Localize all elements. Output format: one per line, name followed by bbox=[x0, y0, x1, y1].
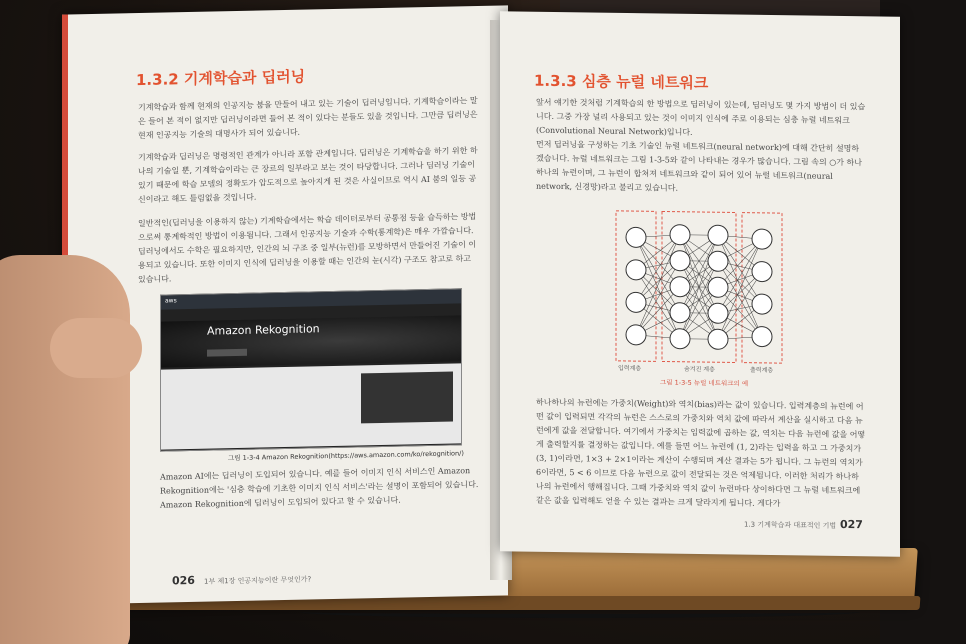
neuron-node bbox=[708, 329, 728, 349]
neuron-node bbox=[626, 292, 646, 312]
left-paragraph-3: 일반적인(딥러닝을 이용하지 않는) 기계학습에서는 학습 데이터로부터 공통점 등을 습득하는 방법으로써 통계학적인 방법이 이용됩니다. 그래서 인공지능 기술과 수학(통계학)은 매우 가깝습니다. 딥러닝에서도 수학은 필요하지만, 인간의 뇌 구조 중 일부(뉴런)를 모방하면서 만들어진 기술이 이용되고 있습니다. 또한 이미지 인식에 딥러닝을 이용할 때는 인간의 눈(시각) 구조도 참고로 하고 있습니다. bbox=[138, 211, 477, 285]
neuron-node bbox=[670, 225, 690, 245]
right-paragraph-2: 먼저 딥러닝을 구성하는 기초 기술인 뉴럴 네트워크(neural network)에 대해 간단히 설명하겠습니다. 뉴럴 네트워크는 그림 1-3-5와 같이 나타내는 경우가 많습니다. 그림 속의 ○가 하나하나의 뉴런이며, 그 뉴런이 합쳐져 네트워크와 같이 되어 있어 뉴럴 네트워크(neural network, 신경망)라고 불리고 있습니다. bbox=[536, 139, 863, 193]
right-page bbox=[500, 11, 900, 557]
right-page-number: 027 bbox=[840, 517, 863, 532]
neuron-node bbox=[708, 225, 728, 245]
right-paragraph-1: 앞서 얘기한 것처럼 기계학습의 한 방법으로 딥러닝이 있는데, 딥러닝도 몇 가지 방법이 더 있습니다. 그중 가장 널리 사용되고 있는 것이 이미지 인식에 주로 이용되는 심층 뉴럴 네트워크 (Convolutional Neural Network)입니다. bbox=[536, 97, 866, 137]
neuron-node bbox=[670, 329, 690, 349]
thumb bbox=[50, 318, 142, 378]
neuron-node bbox=[752, 326, 772, 346]
input-layer-label: 입력계층 bbox=[618, 364, 642, 373]
neuron-node bbox=[626, 227, 646, 247]
hidden-layer-label: 숨겨진 계층 bbox=[684, 365, 715, 374]
neuron-node bbox=[752, 229, 772, 249]
left-section-heading: 1.3.2 기계학습과 딥러닝 bbox=[136, 67, 306, 90]
left-paragraph-1: 기계학습과 함께 현재의 인공지능 붐을 만들어 내고 있는 기술이 딥러닝입니다. 기계학습이라는 말은 들어 본 적이 없지만 딥러닝이라면 들어 본 적이 있다는 분들도 있을 것입니다. 그만큼 딥러닝은 현재 인공지능 기술의 대명사가 되어 있습니다. bbox=[138, 95, 478, 141]
right-paragraph-3: 하나하나의 뉴런에는 가중치(Weight)와 역치(bias)라는 값이 있습니다. 입력계층의 뉴런에 어떤 값이 입력되면 각각의 뉴런은 스스로의 가중치와 역치 값에 따라서 계산을 실시하고 다음 뉴런에게 값을 전달합니다. 여기에서 가중치는 입력값에 곱하는 값, 역치는 다음 뉴런에 값을 어떻게 출력할지를 결정하는 값입니다. 예를 들면 어느 뉴런에 (1, 2)라는 입력을 하고 그 가중치가 (3, 1)이라면, 1×3 + 2×1이라는 계산이 수행되며 계산 결과는 5가 됩니다. 그 뉴런의 역치가 6이라면, 5 < 6 이므로 다음 뉴런으로 값이 전달되는 것은 억제됩니다. 이러한 처리가 하나하나의 뉴런에서 행해집니다. 그때 가중치와 역치 값이 뉴런마다 상이하다면 그 뉴럴 네트워크에 같은 값을 입력해도 얻을 수 있는 결과는 크게 달라지게 됩니다. 게다가 bbox=[536, 397, 866, 509]
neural-network-edges bbox=[636, 234, 762, 340]
neuron-node bbox=[670, 303, 690, 323]
neuron-node bbox=[708, 277, 728, 297]
screenshot-button bbox=[207, 349, 247, 357]
neuron-node bbox=[670, 251, 690, 271]
aws-logo: aws bbox=[165, 297, 177, 305]
neuron-node bbox=[626, 260, 646, 280]
right-figure-caption: 그림 1-3-5 뉴럴 네트워크의 예 bbox=[660, 378, 749, 388]
rekognition-screenshot bbox=[160, 288, 462, 451]
left-paragraph-2: 기계학습과 딥러닝은 명령적인 관계가 아니라 포함 관계입니다. 딥러닝은 기계학습을 하기 위한 하나의 기술일 뿐, 기계학습이라는 큰 장르의 일부라고 보는 것이 타당합니다. 그러나 딥러닝 기술이 있기 때문에 학습 모델의 정확도가 압도적으로 높아지게 된 것은 사실이므로 역시 AI 붐의 일등 공신이라고 해도 틀림없을 것입니다. bbox=[138, 145, 478, 205]
neuron-node bbox=[708, 303, 728, 323]
right-footer: 1.3 기계학습과 대표적인 기법 bbox=[744, 520, 837, 530]
neural-network-diagram bbox=[610, 207, 790, 380]
neuron-node bbox=[708, 251, 728, 271]
left-page-number: 026 bbox=[172, 573, 195, 588]
hand bbox=[0, 255, 130, 644]
screenshot-navbar bbox=[161, 289, 461, 309]
left-footer: 1부 제1장 인공지능이란 무엇인가? bbox=[204, 575, 312, 586]
neuron-node bbox=[752, 294, 772, 314]
cable bbox=[300, 606, 860, 618]
screenshot-title: Amazon Rekognition bbox=[207, 322, 320, 338]
screenshot-video-thumbnail bbox=[361, 371, 453, 423]
neuron-node bbox=[752, 261, 772, 281]
right-section-heading: 1.3.3 심층 뉴럴 네트워크 bbox=[534, 71, 709, 93]
left-figure-caption: 그림 1-3-4 Amazon Rekognition(https://aws.amazon.com/ko/rekognition/) bbox=[228, 449, 464, 463]
left-paragraph-4: Amazon AI에는 딥러닝이 도입되어 있습니다. 예를 들어 이미지 인식 서비스인 Amazon Rekognition에는 '심층 학습에 기초한 이미지 인식 서비스'라는 설명이 포함되어 있습니다. Amazon Rekognition에 딥러닝이 도입되어 있다고 할 수 있습니다. bbox=[160, 466, 479, 510]
output-layer-label: 출력계층 bbox=[750, 366, 774, 375]
neuron-node bbox=[670, 277, 690, 297]
neuron-node bbox=[626, 325, 646, 345]
